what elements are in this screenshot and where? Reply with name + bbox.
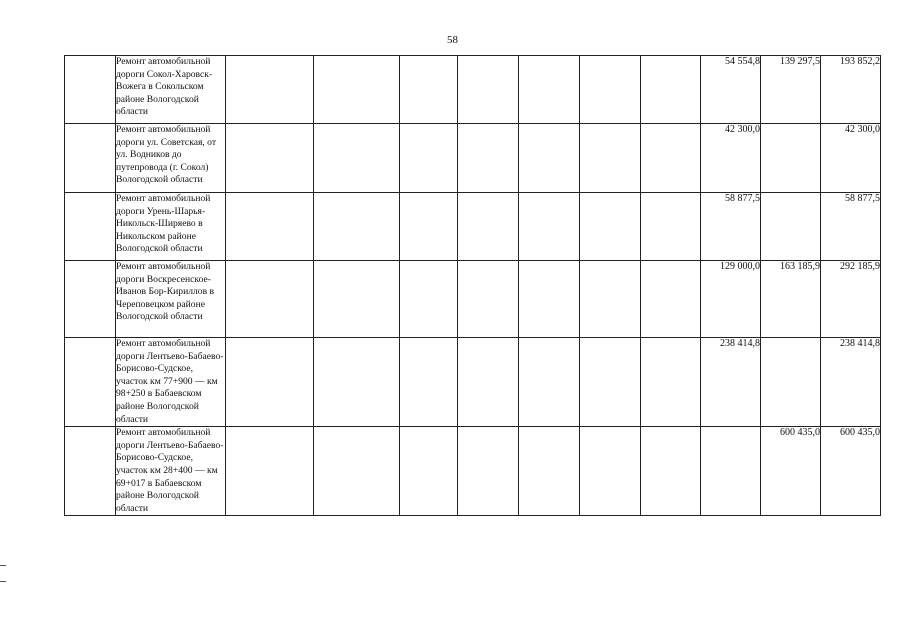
value-cell <box>400 193 458 261</box>
row-number-cell <box>65 124 116 193</box>
value-cell <box>519 56 580 124</box>
value-cell <box>226 193 314 261</box>
value-cell <box>400 56 458 124</box>
value-cell <box>400 427 458 516</box>
road-name-cell: Ремонт автомобильной дороги Воскресенское-Иванов Бор-Кириллов в Череповецком районе Вологодской области <box>116 261 226 338</box>
road-name-cell: Ремонт автомобильной дороги Лентьево-Бабаево-Борисово-Судское, участок км 28+400 — км 69+017 в Бабаевском районе Вологодской области <box>116 427 226 516</box>
value-cell <box>226 261 314 338</box>
value-cell <box>314 427 400 516</box>
value-cell <box>641 427 701 516</box>
value-cell <box>641 261 701 338</box>
road-name-cell: Ремонт автомобильной дороги Лентьево-Бабаево-Борисово-Судское, участок км 77+900 — км 98+250 в Бабаевском районе Вологодской области <box>116 338 226 427</box>
value-cell <box>458 338 519 427</box>
value-cell <box>458 261 519 338</box>
value-cell <box>580 261 641 338</box>
row-number-cell <box>65 261 116 338</box>
margin-mark <box>0 581 6 582</box>
table-row <box>65 338 881 427</box>
table-row <box>65 124 881 193</box>
value-cell <box>641 124 701 193</box>
value-cell <box>701 427 761 516</box>
table-row <box>65 261 881 338</box>
value-cell <box>761 124 821 193</box>
value-cell <box>580 427 641 516</box>
value-cell <box>519 338 580 427</box>
table-row <box>65 193 881 261</box>
row-number-cell <box>65 338 116 427</box>
value-cell <box>580 193 641 261</box>
row-number-cell <box>65 193 116 261</box>
value-cell <box>519 261 580 338</box>
value-cell <box>580 124 641 193</box>
value-cell <box>314 124 400 193</box>
row-number-cell <box>65 56 116 124</box>
value-cell <box>580 338 641 427</box>
value-cell <box>458 124 519 193</box>
value-cell: 600 435,0 <box>761 427 821 516</box>
value-cell: 163 185,9 <box>761 261 821 338</box>
value-cell <box>400 124 458 193</box>
value-cell: 193 852,2 <box>821 56 881 124</box>
value-cell <box>458 427 519 516</box>
value-cell: 292 185,9 <box>821 261 881 338</box>
value-cell <box>226 427 314 516</box>
value-cell: 54 554,8 <box>701 56 761 124</box>
value-cell <box>314 193 400 261</box>
value-cell <box>314 338 400 427</box>
margin-mark <box>0 565 6 566</box>
value-cell <box>641 338 701 427</box>
value-cell <box>519 427 580 516</box>
value-cell <box>226 338 314 427</box>
value-cell: 58 877,5 <box>701 193 761 261</box>
value-cell: 42 300,0 <box>701 124 761 193</box>
value-cell <box>458 56 519 124</box>
value-cell: 238 414,8 <box>701 338 761 427</box>
value-cell <box>641 56 701 124</box>
value-cell <box>458 193 519 261</box>
value-cell <box>641 193 701 261</box>
value-cell: 58 877,5 <box>821 193 881 261</box>
value-cell <box>519 124 580 193</box>
value-cell: 600 435,0 <box>821 427 881 516</box>
value-cell <box>314 261 400 338</box>
row-number-cell <box>65 427 116 516</box>
road-name-cell: Ремонт автомобильной дороги ул. Советская, от ул. Водников до путепровода (г. Сокол) Вологодской области <box>116 124 226 193</box>
page-number: 58 <box>447 34 458 46</box>
value-cell: 139 297,5 <box>761 56 821 124</box>
table-row <box>65 56 881 124</box>
value-cell <box>761 193 821 261</box>
value-cell <box>400 261 458 338</box>
value-cell <box>226 124 314 193</box>
value-cell <box>314 56 400 124</box>
value-cell <box>519 193 580 261</box>
value-cell: 129 000,0 <box>701 261 761 338</box>
value-cell <box>761 338 821 427</box>
road-name-cell: Ремонт автомобильной дороги Сокол-Харовск- Вожега в Сокольском районе Вологодской области <box>116 56 226 124</box>
table-row <box>65 427 881 516</box>
value-cell <box>580 56 641 124</box>
budget-table <box>64 55 881 516</box>
road-name-cell: Ремонт автомобильной дороги Урень-Шарья-Никольск-Ширяево в Никольском районе Вологодской области <box>116 193 226 261</box>
value-cell: 238 414,8 <box>821 338 881 427</box>
value-cell <box>226 56 314 124</box>
table-body <box>65 56 881 516</box>
value-cell: 42 300,0 <box>821 124 881 193</box>
value-cell <box>400 338 458 427</box>
